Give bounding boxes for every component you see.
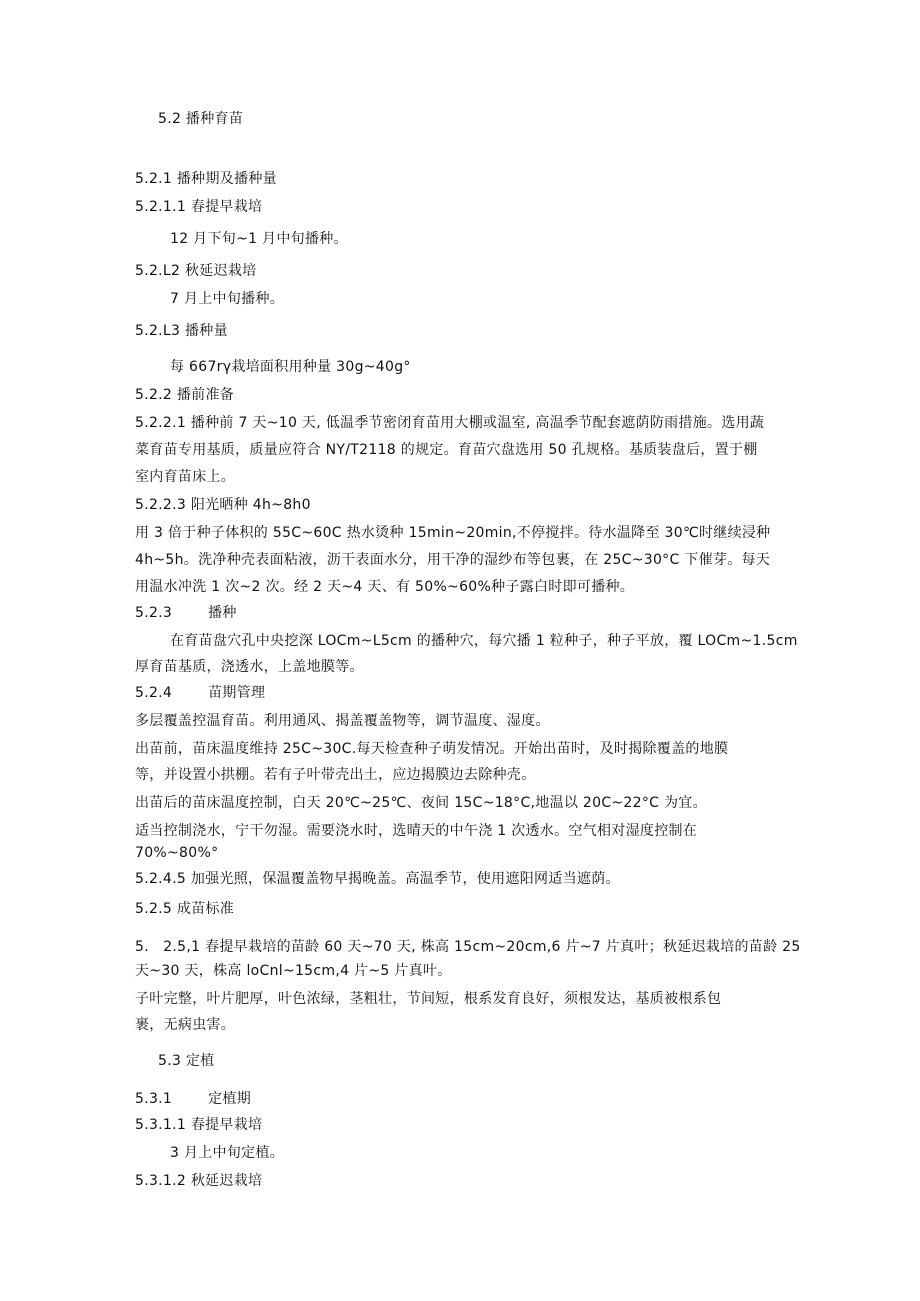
subsection-heading-5-2-1: 5.2.1 播种期及播种量 [135,171,277,187]
paragraph-5-2-3-line1: 在育苗盘穴孔中央挖深 LOCm~L5cm 的播种穴，每穴播 1 粒种子，种子平放，覆 LOCm~1.5cm [170,633,798,649]
paragraph-5-2-5-1-line1: 5. 2.5,1 春提早栽培的苗龄 60 天~70 天, 株高 15cm~20cm,6 片~7 片真叶；秋延迟栽培的苗龄 25 [135,939,801,955]
paragraph-5-2-4-1: 多层覆盖控温育苗。利用通风、揭盖覆盖物等，调节温度、湿度。 [135,713,550,729]
paragraph-5-2-4-5: 5.2.4.5 加强光照，保温覆盖物早揭晚盖。高温季节，使用遮阳网适当遮荫。 [135,871,620,887]
paragraph-5-2-1-3: 每 667rγ栽培面积用种量 30g~40g° [170,359,411,375]
section-heading-5-3: 5.3 定植 [158,1053,215,1069]
paragraph-5-2-1-1: 12 月下旬~1 月中旬播种。 [170,231,348,247]
subsection-heading-5-2-4 [135,684,785,703]
paragraph-5-2-2-3-line2: 4h~5h。洗净种壳表面粘液，沥干表面水分，用干净的湿纱布等包裹，在 25C~30°C 下催芽。每天 [135,552,771,568]
subsection-heading-5-3-1-1: 5.3.1.1 春提早栽培 [135,1117,263,1133]
paragraph-5-2-2-1-line1: 5.2.2.1 播种前 7 天~10 天, 低温季节密闭育苗用大棚或温室, 高温季节配套遮荫防雨措施。选用蔬 [135,415,765,431]
section-heading-5-2: 5.2 播种育苗 [158,111,244,127]
subsection-heading-5-2-2: 5.2.2 播前准备 [135,387,235,403]
section-title: 定植期 [208,1091,252,1107]
section-title: 苗期管理 [208,685,266,701]
paragraph-5-2-2-1-line2: 菜育苗专用基质，质量应符合 NY/T2118 的规定。育苗穴盘选用 50 孔规格。基质装盘后，置于棚 [135,442,758,458]
subsection-heading-5-2-2-3: 5.2.2.3 阳光晒种 4h~8h0 [135,497,311,513]
subsection-heading-5-2-1-1: 5.2.1.1 春提早栽培 [135,199,263,215]
paragraph-5-2-3-line2: 厚育苗基质，浇透水，上盖地膜等。 [135,659,364,675]
paragraph-5-2-2-3-line3: 用温水冲洗 1 次~2 次。经 2 天~4 天、有 50%~60%种子露白时即可播种。 [135,579,635,595]
paragraph-5-2-2-1-line3: 室内育苗床上。 [135,469,236,485]
subsection-heading-5-2-3 [135,604,785,623]
paragraph-5-2-1-2: 7 月上中旬播种。 [170,291,285,307]
paragraph-5-2-5-2-line1: 子叶完整，叶片肥厚，叶色浓绿，茎粗壮，节间短，根系发育良好，须根发达，基质被根系包 [135,991,722,1007]
section-number: 5.3.1 [135,1091,173,1107]
paragraph-5-2-4-2-line2: 等，并设置小拱棚。若有子叶带壳出土，应边揭膜边去除种壳。 [135,767,536,783]
paragraph-5-2-4-2-line1: 出苗前，苗床温度维持 25C~30C.每天检查种子萌发情况。开始出苗时，及时揭除覆盖的地膜 [135,741,729,757]
paragraph-5-2-5-2-line2: 裹，无病虫害。 [135,1017,236,1033]
subsection-heading-5-2-1-3: 5.2.L3 播种量 [135,323,228,339]
paragraph-5-2-4-4-line2: 70%~80%° [135,845,219,861]
paragraph-5-2-2-3-line1: 用 3 倍于种子体积的 55C~60C 热水烫种 15min~20min,不停搅拌。待水温降至 30℃时继续浸种 [135,525,771,541]
paragraph-5-2-5-1-line2: 天~30 天，株高 loCnl~15cm,4 片~5 片真叶。 [135,963,452,979]
paragraph-5-3-1-1: 3 月上中旬定植。 [170,1145,285,1161]
subsection-heading-5-2-5: 5.2.5 成苗标准 [135,901,235,917]
subsection-heading-5-2-1-2: 5.2.L2 秋延迟栽培 [135,263,257,279]
section-number: 5.2.4 [135,685,173,701]
section-number: 5.2.3 [135,605,173,621]
paragraph-5-2-4-3: 出苗后的苗床温度控制，白天 20℃~25℃、夜间 15C~18°C,地温以 20C~22°C 为宜。 [135,795,707,811]
section-title: 播种 [208,605,237,621]
subsection-heading-5-3-1 [135,1090,785,1109]
subsection-heading-5-3-1-2: 5.3.1.2 秋延迟栽培 [135,1173,263,1189]
paragraph-5-2-4-4-line1: 适当控制浇水，宁干勿湿。需要浇水时，选晴天的中午浇 1 次透水。空气相对湿度控制在 [135,823,698,839]
